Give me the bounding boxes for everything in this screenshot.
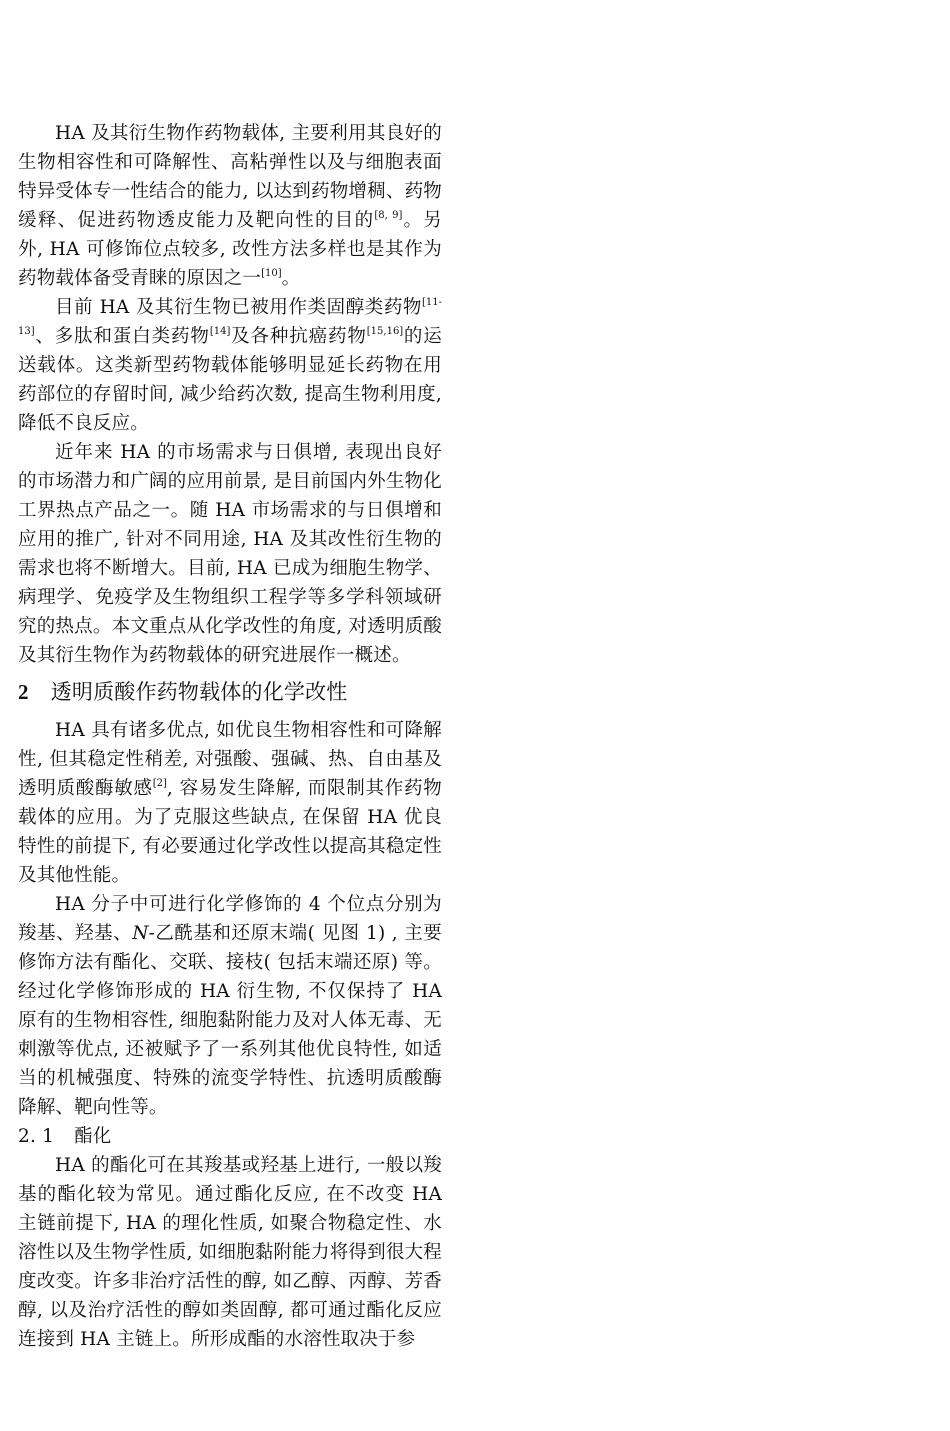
subsection-title: 酯化 [74,1126,112,1147]
text-column [18,119,442,1354]
paragraph-esterification: HA 的酯化可在其羧基或羟基上进行, 一般以羧基的酯化较为常见。通过酯化反应, 在不改变 HA 主链前提下, HA 的理化性质, 如聚合物稳定性、水溶性以及生物学性质, 如细胞黏附能力将得到很大程度改变。许多非治疗活性的醇, 如乙醇、丙醇、芳香醇, 以及治疗活性的醇如类固醇, 都可通过酯化反应连接到 HA 主链上。所形成酯的水溶性取决于参 [18,1155,442,1350]
paragraph-text: HA 分子中可进行化学修饰的 4 个位点分别为羧基、羟基、 [18,894,442,944]
citation: [2] [152,778,167,789]
italic-text: N [132,923,149,944]
paragraph-drug-types [18,293,442,438]
paragraph-text: -乙酰基和还原末端( 见图 1) , 主要修饰方法有酯化、交联、接枝( 包括末端还原) 等。经过化学修饰形成的 HA 衍生物, 不仅保持了 HA 原有的生物相容性, 细胞黏附能力及对人体无毒、无刺激等优点, 还被赋予了一系列其他优良特性, 如适当的机械强度、特殊的流变学特性、抗透明质酸酶降解、靶向性等。 [18,923,443,1118]
section-number: 2 [18,680,29,704]
section-heading [18,677,442,707]
paragraph-text: 的运送载体。这类新型药物载体能够明显延长药物在用药部位的存留时间, 减少给药次数, 提高生物利用度, 降低不良反应。 [18,326,442,434]
paragraph-text: 目前 HA 及其衍生物已被用作类固醇类药物 [55,297,422,318]
citation: [15,16] [366,326,404,337]
citation: [8, 9] [374,210,403,221]
paragraph-text: 。 [281,268,301,289]
paragraph-text: HA 及其衍生物作药物载体, 主要利用其良好的生物相容性和可降解性、高粘弹性以及与细胞表面特异受体专一性结合的能力, 以达到药物增稠、药物缓释、促进药物透皮能力及靶向性的目的 [18,123,442,231]
citation: [14] [209,326,231,337]
paragraph-text: 及各种抗癌药物 [230,326,367,347]
subsection-heading [18,1122,442,1151]
paragraph-text: , 容易发生降解, 而限制其作药物载体的应用。为了克服这些缺点, 在保留 HA 优良特性的前提下, 有必要通过化学改性以提高其稳定性及其他性能。 [18,778,442,886]
paragraph-ha-advantages [18,716,442,890]
paragraph-text: 。另外, HA 可修饰位点较多, 改性方法多样也是其作为药物载体备受青睐的原因之一 [18,210,443,289]
section-title: 透明质酸作药物载体的化学改性 [50,680,348,704]
citation: [10] [261,268,282,279]
paragraph-modification-sites [18,890,442,1122]
paragraph-text: HA 具有诸多优点, 如优良生物相容性和可降解性, 但其稳定性稍差, 对强酸、强碱、热、自由基及透明质酸酶敏感 [18,720,442,799]
paragraph-ha-drug-carrier [18,119,442,293]
citation: [11-13] [18,297,442,337]
paragraph-market: 近年来 HA 的市场需求与日俱增, 表现出良好的市场潜力和广阔的应用前景, 是目前国内外生物化工界热点产品之一。随 HA 市场需求的与日俱增和应用的推广, 针对不同用途, HA 及其改性衍生物的需求也将不断增大。目前, HA 已成为细胞生物学、病理学、免疫学及生物组织工程学等多学科领域研究的热点。本文重点从化学改性的角度, 对透明质酸及其衍生物作为药物载体的研究进展作一概述。 [18,442,442,666]
paragraph-text: 、多肽和蛋白类药物 [34,326,210,347]
subsection-number: 2. 1 [18,1126,55,1147]
